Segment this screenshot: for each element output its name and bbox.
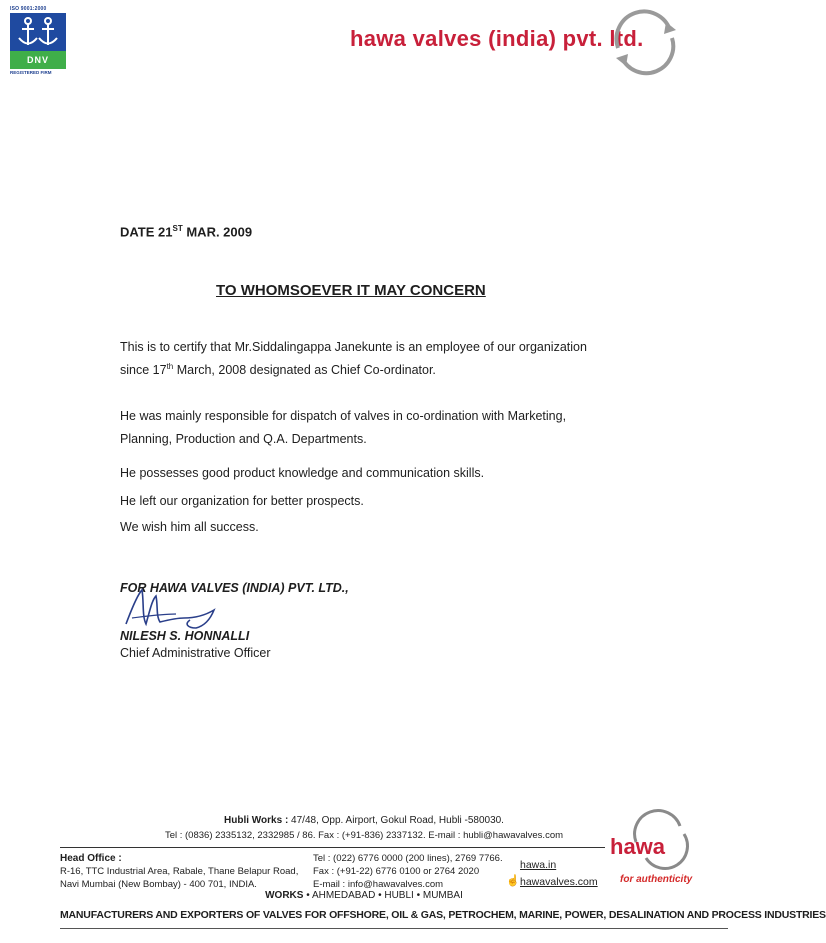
dnv-label: DNV	[10, 51, 66, 69]
hubli-works-contact: Tel : (0836) 2335132, 2332985 / 86. Fax : (+91-836) 2337132. E-mail : hubli@hawavalves.com	[164, 830, 564, 841]
hawa-brand-logo	[606, 812, 696, 872]
company-name: hawa valves (india) pvt. ltd.	[350, 26, 644, 51]
head-office-address-line1: R-16, TTC Industrial Area, Rabale, Thane Belapur Road,	[60, 866, 299, 877]
company-signoff: FOR HAWA VALVES (INDIA) PVT. LTD.,	[120, 581, 349, 595]
hubli-works-address: Hubli Works : 47/48, Opp. Airport, Gokul Road, Hubli -580030.	[224, 815, 504, 826]
iso-label: ISO 9001:2000	[10, 6, 47, 12]
pointer-hand-icon: ☝	[506, 875, 520, 887]
signer-title: Chief Administrative Officer	[120, 646, 271, 660]
paragraph-skills: He possesses good product knowledge and communication skills.	[120, 466, 485, 480]
manufacturers-banner: MANUFACTURERS AND EXPORTERS OF VALVES FOR OFFSHORE, OIL & GAS, PETROCHEM, MARINE, POWER, DESALINATION AND PROCESS INDUSTRIES	[60, 909, 826, 921]
authenticity-tagline: for authenticity	[620, 874, 693, 885]
paragraph-employment: This is to certify that Mr.Siddalingappa Janekunte is an employee of our organization since 17th March, 2008 designated as Chief Co-ordinator.	[120, 340, 587, 377]
head-office-tel: Tel : (022) 6776 0000 (200 lines), 2769 7766.	[313, 853, 503, 864]
works-locations: WORKS • AHMEDABAD • HUBLI • MUMBAI	[265, 890, 463, 901]
registered-label: REGISTERED FIRM	[10, 70, 52, 75]
website-link-hawa-in[interactable]: hawa.in	[520, 859, 557, 871]
signer-name: NILESH S. HONNALLI	[120, 629, 250, 643]
paragraph-wishes: We wish him all success.	[120, 520, 259, 534]
paragraph-leaving: He left our organization for better prospects.	[120, 494, 364, 508]
anchor-icon	[10, 13, 66, 51]
head-office-address-line2: Navi Mumbai (New Bombay) - 400 701, INDIA.	[60, 879, 257, 890]
hawa-logo-text: hawa	[610, 834, 666, 859]
bottom-divider	[60, 928, 728, 929]
paragraph-responsibilities: He was mainly responsible for dispatch of valves in co-ordination with Marketing, Planning, Production and Q.A. Departments.	[120, 409, 567, 446]
letter-heading: TO WHOMSOEVER IT MAY CONCERN	[216, 282, 486, 299]
footer-divider	[60, 847, 605, 848]
website-link-hawavalves[interactable]: hawavalves.com	[520, 876, 598, 888]
letter-date: DATE 21ST MAR. 2009	[120, 224, 253, 240]
head-office-fax: Fax : (+91-22) 6776 0100 or 2764 2020	[313, 866, 480, 877]
head-office-label: Head Office :	[60, 853, 122, 864]
swirl-logo-icon	[600, 8, 690, 80]
head-office-email: E-mail : info@hawavalves.com	[313, 879, 444, 890]
iso-certification-logo	[10, 6, 72, 88]
